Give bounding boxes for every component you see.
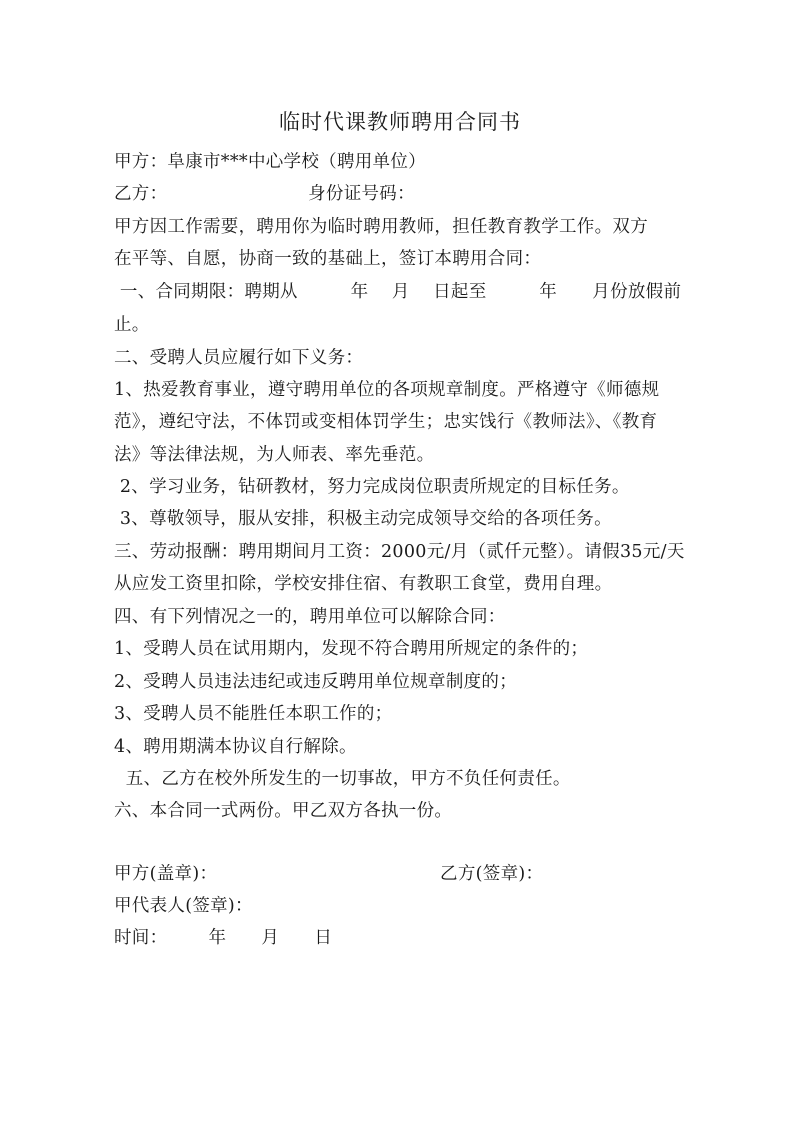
pay-line-1: 三、劳动报酬：聘用期间月工资：2000元/月（贰仟元整）。请假35元/天 bbox=[114, 542, 685, 562]
termination-heading: 四、有下列情况之一的，聘用单位可以解除合同： bbox=[114, 607, 506, 627]
intro-line-1: 甲方因工作需要，聘用你为临时聘用教师，担任教育教学工作。双方 bbox=[114, 217, 648, 237]
party-a-line: 甲方：阜康市***中心学校（聘用单位） bbox=[114, 152, 426, 172]
copies-line: 六、本合同一式两份。甲乙双方各执一份。 bbox=[114, 801, 453, 821]
date-line: 时间： 年 月 日 bbox=[114, 928, 333, 948]
duty-1-line-1: 1、热爱教育事业，遵守聘用单位的各项规章制度。严格遵守《师德规 bbox=[114, 380, 660, 400]
duty-1-line-3: 法》等法律法规，为人师表、率先垂范。 bbox=[114, 445, 435, 465]
liability-line: 五、乙方在校外所发生的一切事故，甲方不负任何责任。 bbox=[114, 769, 571, 789]
signature-line: 甲方(盖章)： 乙方(签章)： bbox=[114, 864, 544, 884]
duty-3-line: 3、尊敬领导，服从安排，积极主动完成领导交给的各项任务。 bbox=[114, 509, 612, 529]
term-line-2: 止。 bbox=[114, 315, 150, 335]
term-line-1: 一、合同期限：聘期从 年 月 日起至 年 月份放假前 bbox=[114, 282, 682, 302]
representative-line: 甲代表人(签章)： bbox=[114, 896, 253, 916]
document-title: 临时代课教师聘用合同书 bbox=[279, 110, 521, 134]
duties-heading: 二、受聘人员应履行如下义务： bbox=[114, 348, 364, 368]
pay-line-2: 从应发工资里扣除，学校安排住宿、有教职工食堂，费用自理。 bbox=[114, 574, 613, 594]
termination-item-2: 2、受聘人员违法违纪或违反聘用单位规章制度的； bbox=[114, 672, 518, 692]
termination-item-3: 3、受聘人员不能胜任本职工作的； bbox=[114, 704, 393, 724]
party-b-line: 乙方： 身份证号码： bbox=[114, 184, 415, 204]
termination-item-1: 1、受聘人员在试用期内，发现不符合聘用所规定的条件的； bbox=[114, 639, 589, 659]
duty-1-line-2: 范》，遵纪守法，不体罚或变相体罚学生；忠实饯行《教师法》、《教育 bbox=[114, 412, 658, 432]
intro-line-2: 在平等、自愿，协商一致的基础上，签订本聘用合同： bbox=[114, 249, 542, 269]
duty-2-line: 2、学习业务，钻研教材，努力完成岗位职责所规定的目标任务。 bbox=[114, 477, 630, 497]
termination-item-4: 4、聘用期满本协议自行解除。 bbox=[114, 737, 357, 757]
